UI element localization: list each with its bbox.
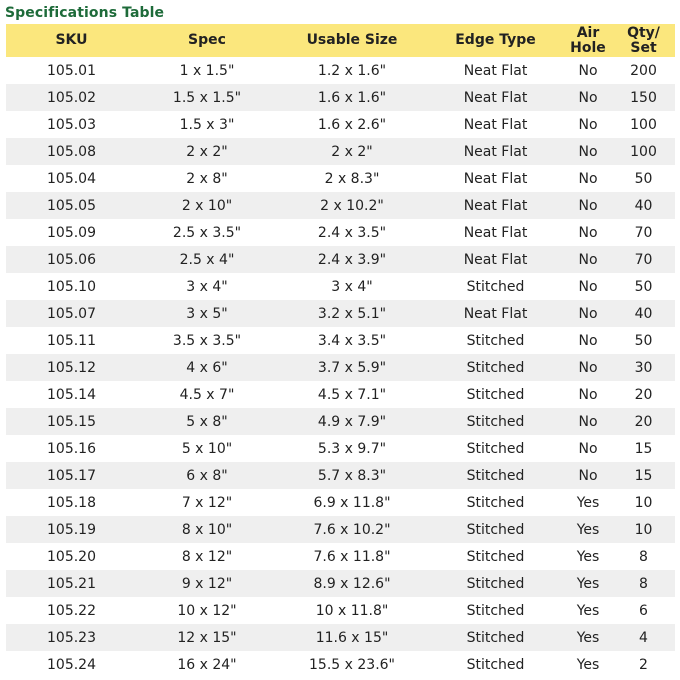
cell-edge-type: Stitched: [427, 624, 564, 651]
cell-sku: 105.05: [6, 192, 137, 219]
cell-edge-type: Neat Flat: [463, 224, 528, 241]
table-row: [6, 111, 675, 138]
header-usable-size: Usable Size: [277, 24, 427, 57]
cell-usable-size: 2 x 10.2": [277, 192, 427, 219]
cell-usable-size: 7.6 x 11.8": [313, 548, 391, 565]
table-row: [6, 408, 675, 435]
cell-spec: 2.5 x 3.5": [172, 224, 242, 241]
cell-qty-set: 8: [639, 548, 648, 565]
table-row: [6, 57, 675, 84]
cell-sku: 105.03: [47, 116, 96, 133]
cell-qty-set: 6: [639, 602, 648, 619]
cell-spec: 3 x 4": [186, 278, 228, 295]
cell-edge-type: Stitched: [466, 548, 525, 565]
table-row: [6, 84, 675, 111]
cell-sku: 105.19: [6, 516, 137, 543]
cell-spec: 4 x 6": [137, 354, 277, 381]
cell-usable-size: 3 x 4": [331, 278, 373, 295]
cell-sku: 105.09: [47, 224, 96, 241]
cell-edge-type: Stitched: [427, 354, 564, 381]
table-header: [6, 24, 675, 57]
cell-edge-type: Stitched: [427, 462, 564, 489]
cell-qty-set: 20: [612, 408, 675, 435]
cell-edge-type: Stitched: [466, 602, 525, 619]
table-row: [6, 273, 675, 300]
cell-usable-size: 2 x 8.3": [324, 170, 380, 187]
cell-edge-type: Stitched: [466, 440, 525, 457]
cell-qty-set: 2: [639, 656, 648, 673]
header-air-hole-line2: Hole: [570, 39, 606, 56]
cell-qty-set: 4: [612, 624, 675, 651]
cell-usable-size: 3.7 x 5.9": [277, 354, 427, 381]
cell-sku: 105.08: [6, 138, 137, 165]
cell-sku: 105.07: [6, 300, 137, 327]
cell-qty-set: 70: [612, 246, 675, 273]
header-sku: SKU: [6, 24, 137, 57]
cell-usable-size: 15.5 x 23.6": [309, 656, 395, 673]
cell-sku: 105.11: [47, 332, 96, 349]
header-qty-set: [612, 24, 675, 57]
cell-sku: 105.23: [6, 624, 137, 651]
table-row: [6, 354, 675, 381]
cell-qty-set: 70: [634, 224, 653, 241]
cell-sku: 105.16: [47, 440, 96, 457]
cell-usable-size: 2 x 2": [277, 138, 427, 165]
cell-sku: 105.06: [6, 246, 137, 273]
cell-spec: 3 x 5": [137, 300, 277, 327]
table-row: [6, 192, 675, 219]
table-row: [6, 300, 675, 327]
cell-air-hole: No: [578, 224, 598, 241]
page-title: Specifications Table: [5, 5, 165, 21]
cell-spec: 2 x 8": [186, 170, 228, 187]
cell-spec: 4.5 x 7": [179, 386, 235, 403]
cell-sku: 105.12: [6, 354, 137, 381]
cell-air-hole: No: [578, 332, 598, 349]
cell-spec: 10 x 12": [177, 602, 237, 619]
cell-sku: 105.21: [6, 570, 137, 597]
cell-edge-type: Neat Flat: [427, 300, 564, 327]
cell-qty-set: 10: [612, 516, 675, 543]
cell-qty-set: 40: [612, 192, 675, 219]
table-row: [6, 570, 675, 597]
cell-spec: 12 x 15": [137, 624, 277, 651]
cell-edge-type: Neat Flat: [463, 170, 528, 187]
cell-qty-set: 150: [612, 84, 675, 111]
cell-usable-size: 3.2 x 5.1": [277, 300, 427, 327]
cell-air-hole: Yes: [576, 494, 600, 511]
cell-air-hole: No: [564, 192, 612, 219]
cell-usable-size: 1.6 x 1.6": [277, 84, 427, 111]
cell-edge-type: Stitched: [466, 278, 525, 295]
cell-air-hole: No: [564, 138, 612, 165]
cell-spec: 1 x 1.5": [179, 62, 235, 79]
table-row: [6, 597, 675, 624]
cell-air-hole: Yes: [576, 602, 600, 619]
cell-sku: 105.04: [47, 170, 96, 187]
cell-edge-type: Stitched: [466, 386, 525, 403]
cell-air-hole: No: [578, 170, 598, 187]
cell-usable-size: 3.4 x 3.5": [317, 332, 387, 349]
cell-edge-type: Neat Flat: [463, 116, 528, 133]
cell-usable-size: 5.3 x 9.7": [317, 440, 387, 457]
cell-edge-type: Stitched: [466, 494, 525, 511]
cell-usable-size: 11.6 x 15": [277, 624, 427, 651]
cell-edge-type: Neat Flat: [427, 246, 564, 273]
cell-sku: 105.10: [47, 278, 96, 295]
cell-qty-set: 100: [612, 138, 675, 165]
cell-spec: 16 x 24": [177, 656, 237, 673]
cell-edge-type: Neat Flat: [427, 138, 564, 165]
cell-edge-type: Stitched: [427, 408, 564, 435]
cell-edge-type: Neat Flat: [463, 62, 528, 79]
table-row: [6, 624, 675, 651]
cell-spec: 7 x 12": [181, 494, 233, 511]
cell-usable-size: 1.6 x 2.6": [317, 116, 387, 133]
cell-sku: 105.14: [47, 386, 96, 403]
cell-edge-type: Stitched: [466, 656, 525, 673]
cell-usable-size: 10 x 11.8": [315, 602, 389, 619]
cell-spec: 3.5 x 3.5": [172, 332, 242, 349]
cell-usable-size: 4.5 x 7.1": [317, 386, 387, 403]
cell-spec: 8 x 10": [137, 516, 277, 543]
cell-edge-type: Neat Flat: [427, 84, 564, 111]
cell-sku: 105.22: [47, 602, 96, 619]
cell-spec: 2 x 2": [137, 138, 277, 165]
cell-usable-size: 1.2 x 1.6": [317, 62, 387, 79]
header-spec: Spec: [137, 24, 277, 57]
cell-air-hole: No: [578, 386, 598, 403]
cell-edge-type: Stitched: [466, 332, 525, 349]
table-row: [6, 219, 675, 246]
cell-air-hole: No: [564, 408, 612, 435]
table-row: [6, 327, 675, 354]
cell-spec: 6 x 8": [137, 462, 277, 489]
table-body: [6, 57, 675, 678]
cell-air-hole: Yes: [576, 656, 600, 673]
cell-air-hole: No: [564, 300, 612, 327]
cell-spec: 1.5 x 1.5": [137, 84, 277, 111]
cell-qty-set: 40: [612, 300, 675, 327]
cell-sku: 105.24: [47, 656, 96, 673]
cell-air-hole: Yes: [564, 516, 612, 543]
cell-edge-type: Stitched: [427, 570, 564, 597]
cell-air-hole: Yes: [564, 570, 612, 597]
cell-qty-set: 15: [612, 462, 675, 489]
table-row: [6, 246, 675, 273]
specifications-table: [6, 24, 675, 678]
cell-usable-size: 2.4 x 3.9": [277, 246, 427, 273]
cell-usable-size: 7.6 x 10.2": [277, 516, 427, 543]
cell-edge-type: Stitched: [427, 516, 564, 543]
header-qty-line2: Set: [630, 39, 657, 56]
cell-air-hole: No: [564, 246, 612, 273]
cell-qty-set: 30: [612, 354, 675, 381]
header-edge-type: Edge Type: [427, 24, 564, 57]
cell-usable-size: 5.7 x 8.3": [277, 462, 427, 489]
cell-usable-size: 4.9 x 7.9": [277, 408, 427, 435]
cell-spec: 2.5 x 4": [137, 246, 277, 273]
table-row: [6, 165, 675, 192]
cell-spec: 1.5 x 3": [179, 116, 235, 133]
cell-sku: 105.15: [6, 408, 137, 435]
cell-sku: 105.01: [47, 62, 96, 79]
cell-usable-size: 2.4 x 3.5": [317, 224, 387, 241]
cell-spec: 8 x 12": [181, 548, 233, 565]
cell-sku: 105.17: [6, 462, 137, 489]
header-row: [6, 24, 675, 57]
table-row: [6, 462, 675, 489]
cell-qty-set: 8: [612, 570, 675, 597]
cell-air-hole: No: [578, 440, 598, 457]
cell-qty-set: 50: [634, 170, 653, 187]
cell-spec: 9 x 12": [137, 570, 277, 597]
table-row: [6, 381, 675, 408]
cell-spec: 2 x 10": [137, 192, 277, 219]
table-row: [6, 138, 675, 165]
header-qty-line1: Qty/: [627, 24, 660, 41]
cell-edge-type: Neat Flat: [427, 192, 564, 219]
cell-air-hole: No: [564, 84, 612, 111]
cell-air-hole: Yes: [564, 624, 612, 651]
cell-qty-set: 200: [630, 62, 657, 79]
cell-usable-size: 8.9 x 12.6": [277, 570, 427, 597]
cell-spec: 5 x 8": [137, 408, 277, 435]
header-air-hole-line1: Air: [576, 24, 600, 41]
cell-usable-size: 6.9 x 11.8": [313, 494, 391, 511]
cell-air-hole: No: [578, 62, 598, 79]
table-row: [6, 543, 675, 570]
cell-qty-set: 10: [634, 494, 653, 511]
cell-qty-set: 15: [634, 440, 653, 457]
cell-qty-set: 50: [634, 332, 653, 349]
cell-air-hole: No: [578, 278, 598, 295]
cell-air-hole: Yes: [576, 548, 600, 565]
cell-air-hole: No: [564, 462, 612, 489]
table-row: [6, 651, 675, 678]
cell-sku: 105.20: [47, 548, 96, 565]
cell-qty-set: 20: [634, 386, 653, 403]
cell-qty-set: 100: [630, 116, 657, 133]
cell-spec: 5 x 10": [181, 440, 233, 457]
table-row: [6, 435, 675, 462]
cell-sku: 105.18: [47, 494, 96, 511]
header-air-hole: [564, 24, 612, 57]
cell-air-hole: No: [578, 116, 598, 133]
cell-qty-set: 50: [634, 278, 653, 295]
cell-sku: 105.02: [6, 84, 137, 111]
cell-air-hole: No: [564, 354, 612, 381]
table-row: [6, 489, 675, 516]
table-row: [6, 516, 675, 543]
